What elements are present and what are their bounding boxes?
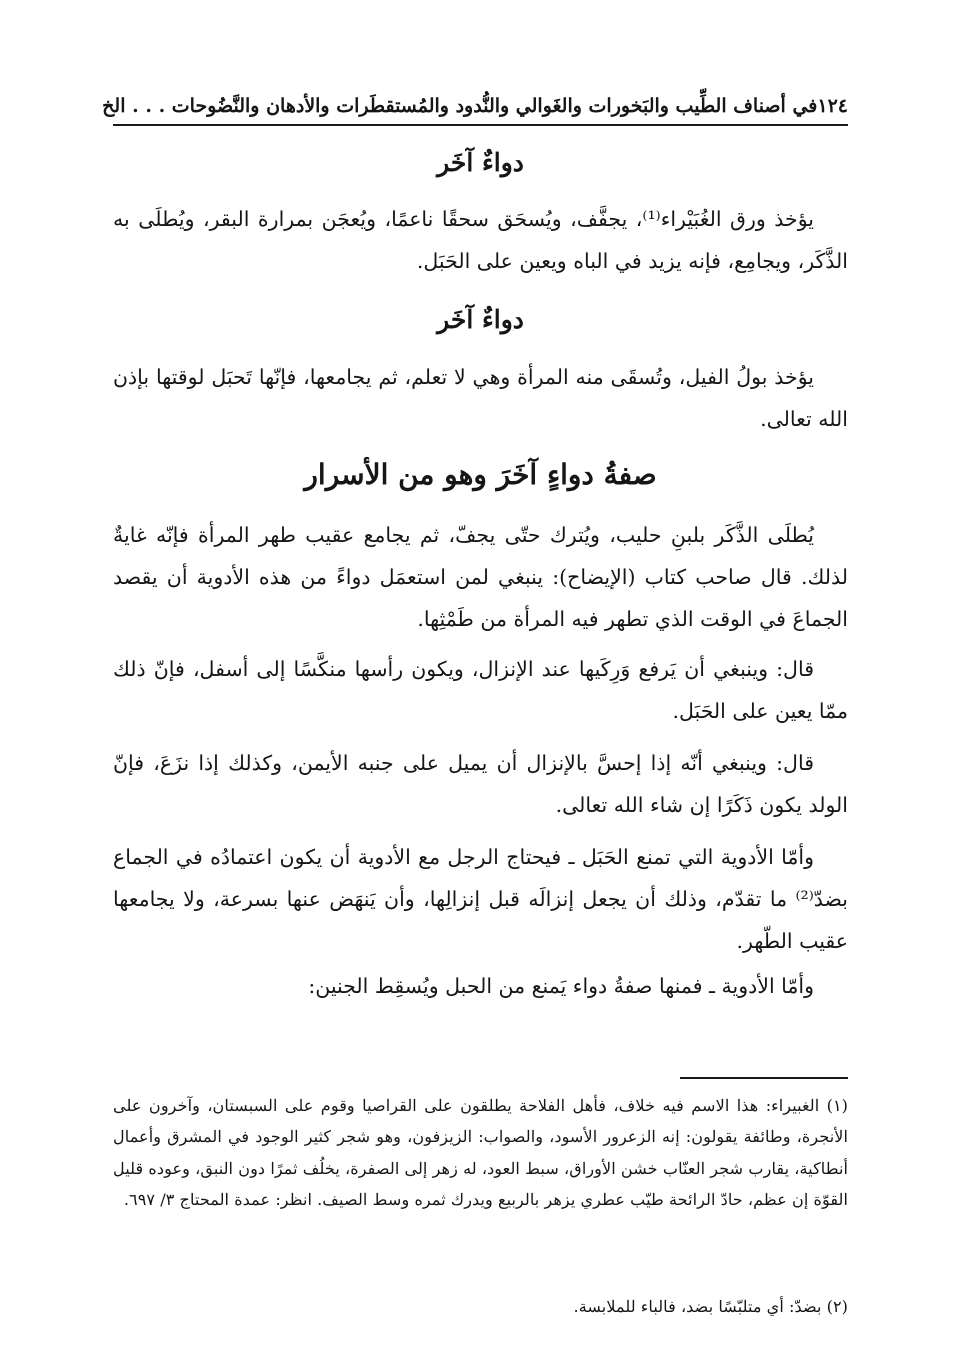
footnote-rule	[680, 1077, 848, 1079]
paragraph: يؤخذ بولُ الفيل، وتُسقَى منه المرأة وهي لا تعلم، ثم يجامعها، فإنّها تَحبَل لوقتها بإذن الله تعالى.	[113, 365, 848, 431]
footnote-text: الغبيراء: هذا الاسم فيه خلاف، فأهل الفلاحة يطلقون على القراصيا وقوم على السبستان، وآخرون على الأنجرة، وطائفة يقولون: إنه الزعرور الأسود، والصواب: الزيزفون، وهو شجر كثير الوجود في المشرق وأعمال أنطاكية، يقارب شجر العنّاب خشن الأوراق، سبط العود، له زهر إلى الصفرة، يخلُف ثمرًا دون النبق، وعوده قليل القوّة إن عظم، حادّ الرائحة طيّب عطري يزهر بالربيع ويدرك ثمره وسط الصيف. انظر: عمدة المحتاج ٣/ ٦٩٧.	[113, 1096, 848, 1210]
paragraph: يُطلَى الذَّكَر بلبنِ حليب، ويُترك حتّى يجفّ، ثم يجامع عقيب طهر المرأة فإنّه غايةٌ لذلك. قال صاحب كتاب (الإيضاح): ينبغي لمن استعمَل دواءً من هذه الأدوية أن يقصد الجماعَ في الوقت الذي تطهر فيه المرأة من طَمْثِها.	[113, 523, 848, 631]
footnote	[113, 1291, 848, 1322]
paragraph: وأمّا الأدوية التي تمنع الحَبَل ـ فيحتاج الرجل مع الأدوية أن يكون اعتمادُه في الجماع بضدّ⁽²⁾ ما تقدّم، وذلك أن يجعل إنزالَه قبل إنزالِها، وأن يَنهَض عنها بسرعة، ولا يجامعها عقيب الطّهر.	[113, 845, 848, 953]
footnote-number: (٢)	[826, 1297, 848, 1316]
section-heading: صفةُ دواءٍ آخَرَ وهو من الأسرار	[304, 458, 657, 491]
footnote-number: (١)	[826, 1096, 848, 1115]
section-heading: دواءٌ آخَر	[437, 148, 524, 177]
running-header	[102, 88, 848, 124]
paragraph: قال: وينبغي أنّه إذا إحسَّ بالإنزال أن يميل على جنبه الأيمن، وكذلك إذا نزَعَ، فإنّ الولد يكون ذَكَرًا إن شاء الله تعالى.	[113, 751, 848, 817]
paragraph: يؤخذ ورق الغُبَيْراء⁽¹⁾، يجفَّف، ويُسحَق سحقًا ناعمًا، ويُعجَن بمرارة البقر، ويُطلَى به الذَّكَر، ويجامِع، فإنه يزيد في الباه ويعين على الحَبَل.	[113, 207, 848, 273]
paragraph: وأمّا الأدوية ـ فمنها صفةُ دواء يَمنع من الحبل ويُسقِط الجنين:	[308, 974, 814, 998]
section-heading: دواءٌ آخَر	[437, 305, 524, 334]
footnote	[113, 1090, 848, 1216]
footnote-text: بضدّ: أي متلبّسًا بضد، فالباء للملابسة.	[573, 1297, 822, 1316]
paragraph: قال: وينبغي أن يَرفع وَرِكَيها عند الإنزال، ويكون رأسها منكَّسًا إلى أسفل، فإنّ ذلك ممّا يعين على الحَبَل.	[113, 657, 848, 723]
page-number: ١٢٤	[817, 95, 848, 117]
header-rule	[113, 124, 848, 126]
running-title: في أصناف الطِّيب والبَخورات والغَوالي والنُّدود والمُستقطَرات والأدهان والنَّضُوحات . . . الخ	[102, 95, 818, 117]
